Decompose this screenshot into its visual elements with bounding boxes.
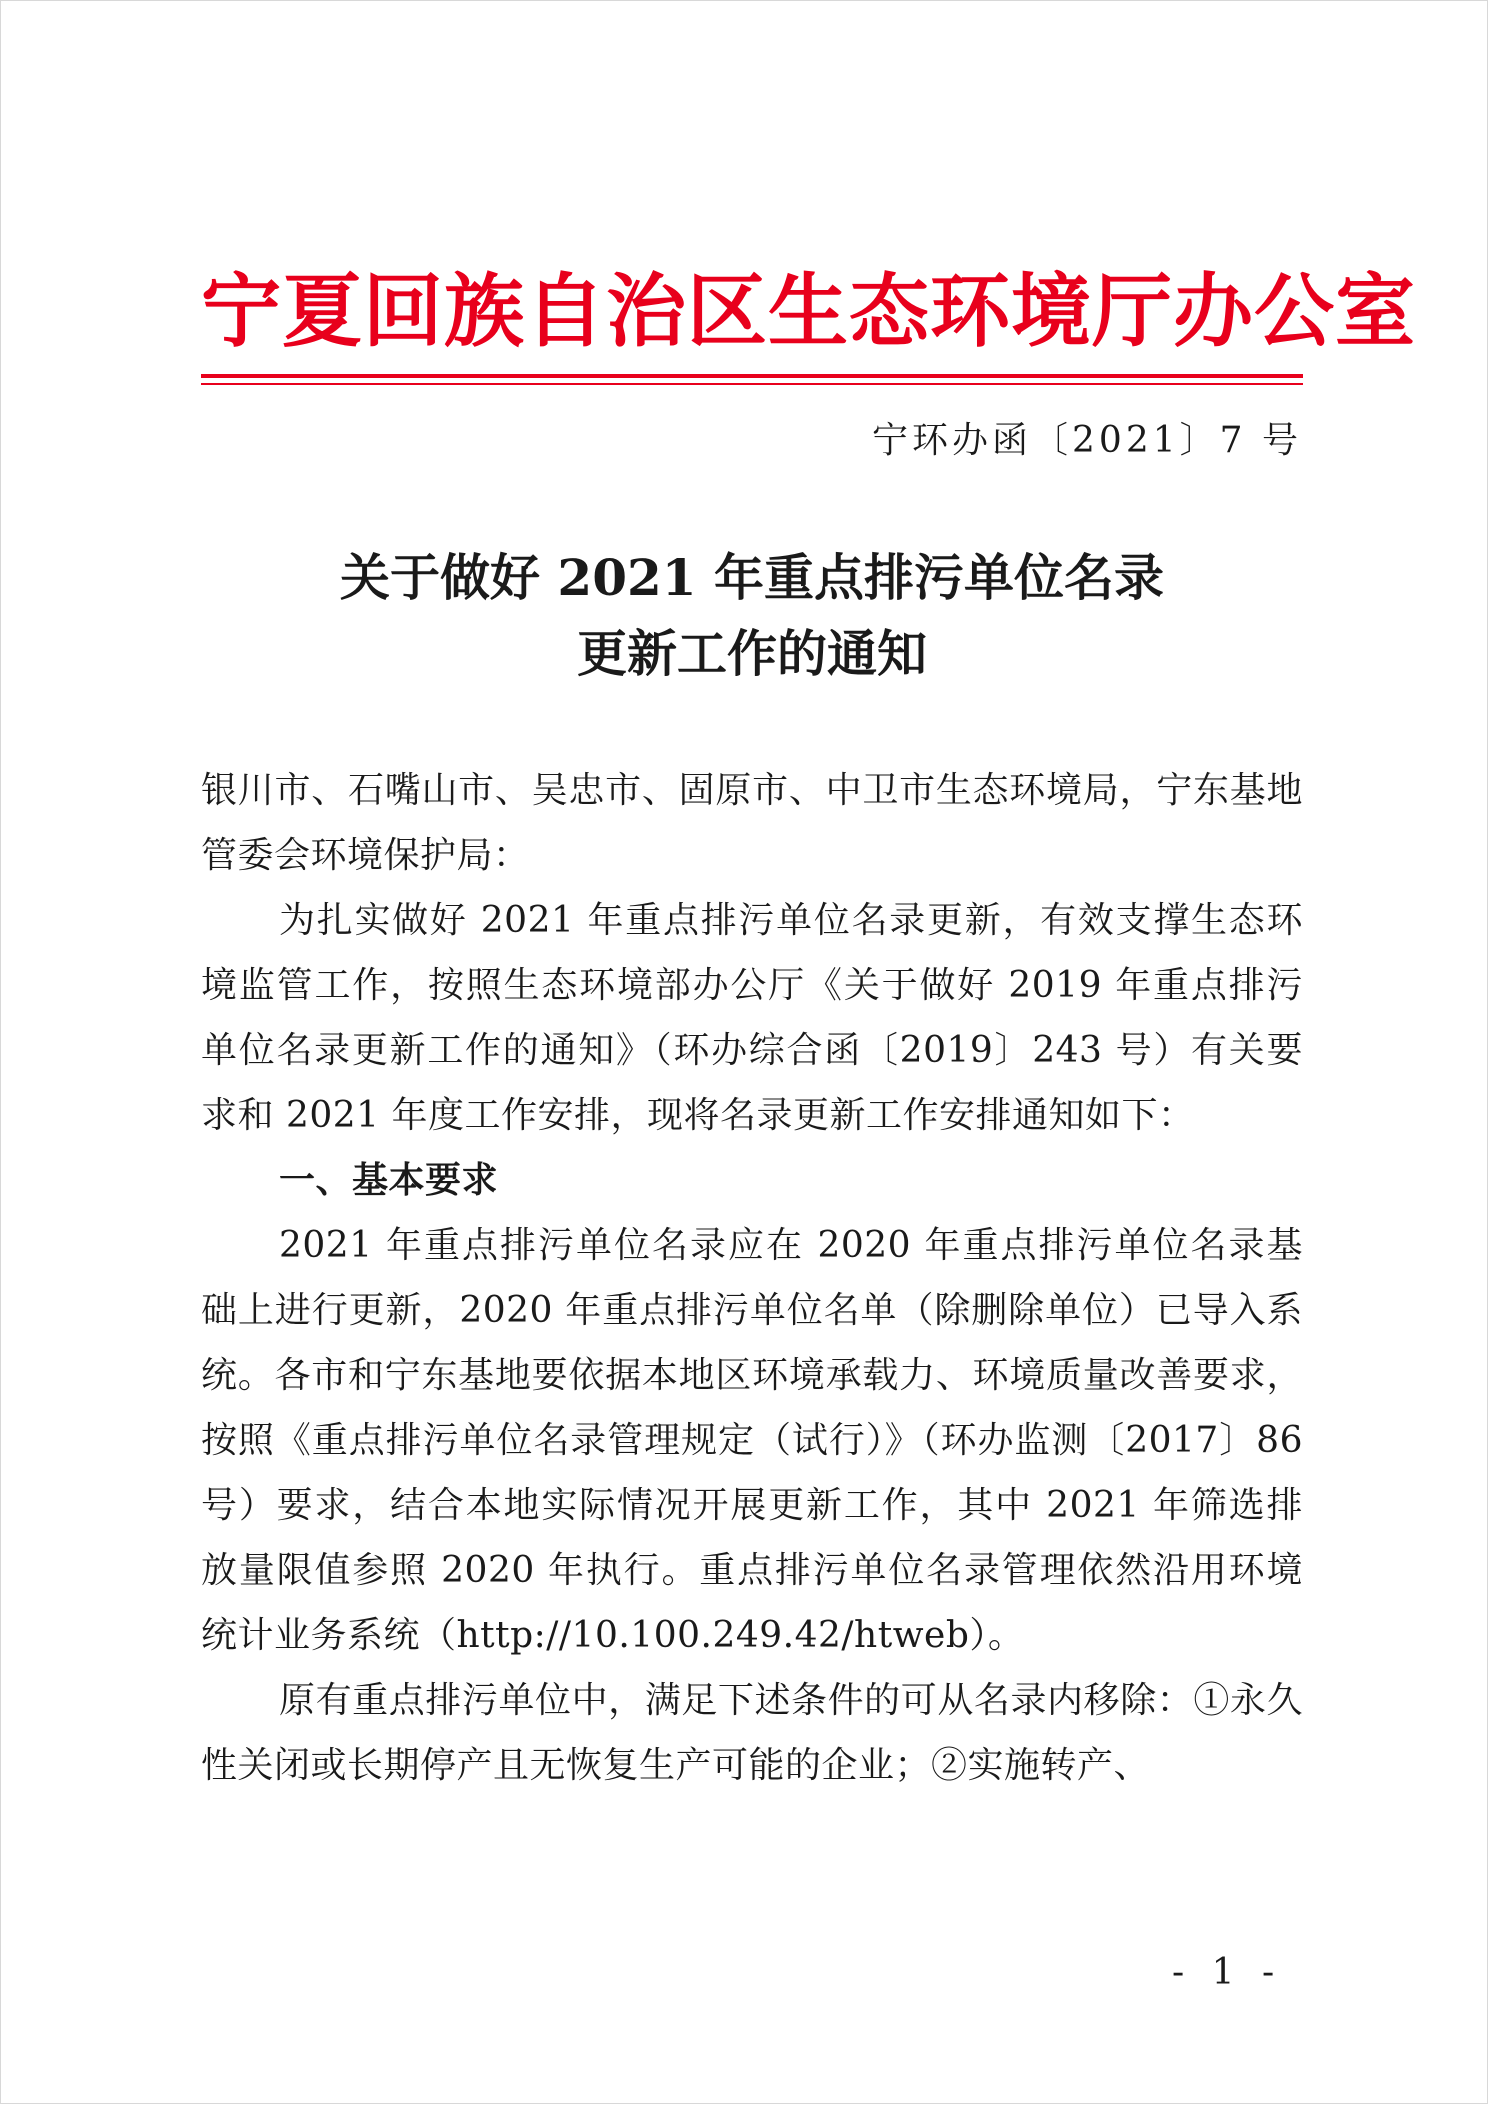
document-title-line-2: 更新工作的通知 — [577, 624, 927, 683]
document-title — [201, 540, 1303, 692]
recipients-paragraph: 银川市、石嘴山市、吴忠市、固原市、中卫市生态环境局，宁东基地管委会环境保护局： — [201, 770, 1303, 876]
letterhead-issuer: 宁夏回族自治区生态环境厅办公室 — [201, 265, 1416, 358]
page-number: - 1 - — [1172, 1952, 1283, 1993]
document-body — [201, 758, 1303, 1798]
section-1-paragraph-2: 原有重点排污单位中，满足下述条件的可从名录内移除：①永久性关闭或长期停产且无恢复生产可能的企业；②实施转产、 — [201, 1680, 1303, 1786]
letterhead-rule-thin — [201, 383, 1303, 385]
document-number: 宁环办函〔2021〕7 号 — [872, 420, 1302, 461]
letterhead-rule-thick — [201, 374, 1303, 378]
section-1-heading: 一、基本要求 — [279, 1160, 499, 1201]
intro-paragraph: 为扎实做好 2021 年重点排污单位名录更新，有效支撑生态环境监管工作，按照生态环境部办公厅《关于做好 2019 年重点排污单位名录更新工作的通知》（环办综合函〔2019〕243 号）有关要求和 2021 年度工作安排，现将名录更新工作安排通知如下： — [201, 900, 1303, 1136]
section-1-paragraph-1: 2021 年重点排污单位名录应在 2020 年重点排污单位名录基础上进行更新，2020 年重点排污单位名单（除删除单位）已导入系统。各市和宁东基地要依据本地区环境承载力、环境质量改善要求，按照《重点排污单位名录管理规定（试行）》（环办监测〔2017〕86 号）要求，结合本地实际情况开展更新工作，其中 2021 年筛选排放量限值参照 2020 年执行。重点排污单位名录管理依然沿用环境统计业务系统（http://10.100.249.42/htweb）。 — [201, 1225, 1303, 1656]
document-title-line-1: 关于做好 2021 年重点排污单位名录 — [340, 548, 1164, 607]
